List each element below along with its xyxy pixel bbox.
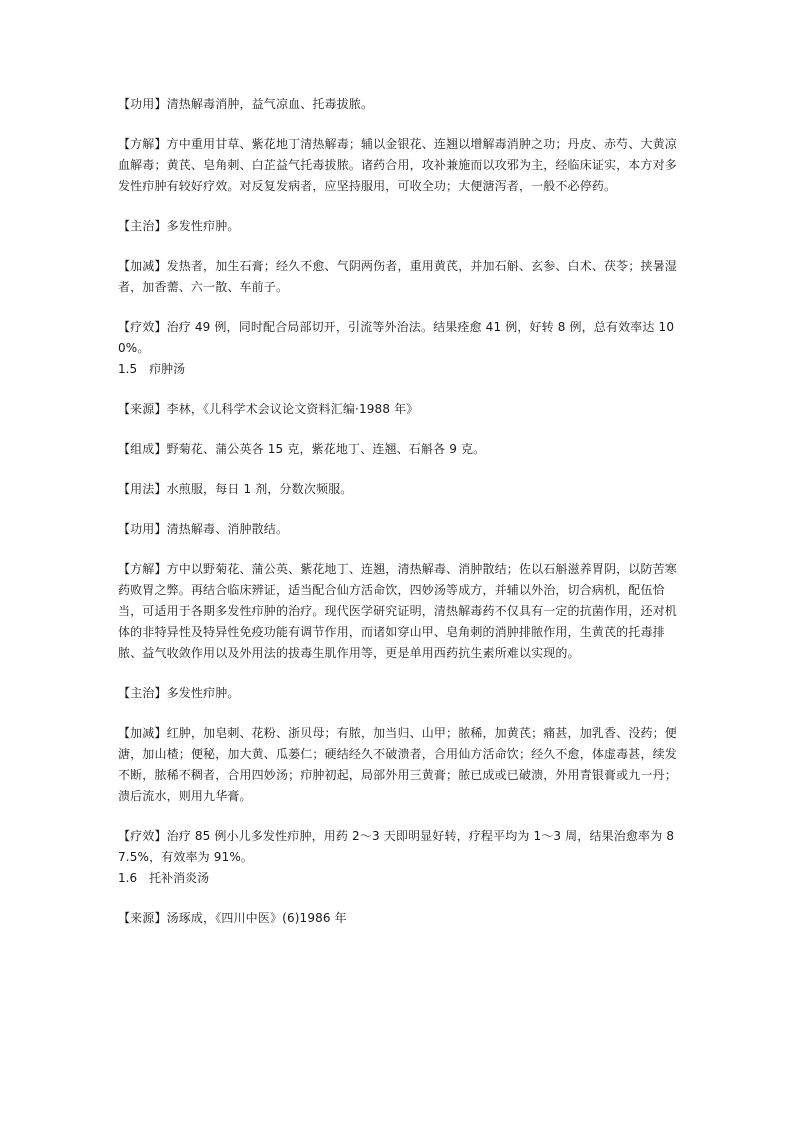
section-tag: 【疗效】 [118,829,167,843]
paragraph-text: 清热解毒消肿，益气凉血、托毒拔脓。 [166,97,374,111]
paragraph-text: 水煎服，每日 1 剂，分数次频服。 [166,482,353,496]
paragraph-text: 红肿，加皂刺、花粉、浙贝母；有脓，加当归、山甲；脓稀，加黄芪；痛甚，加乳香、没药；便溏，加山楂；便秘，加大黄、瓜蒌仁；硬结经久不破溃者，合用仙方活命饮；经久不愈，体虚毒甚，续发不断，脓稀不稠者，合用四妙汤；疖肿初起，局部外用三黄膏；脓已成或已破溃，外用青银膏或九一丹；溃后流水，则用九华膏。 [118,726,677,803]
paragraph-laiyuan-2 [118,908,678,929]
paragraph-yongfa [118,479,678,500]
section-number: 1.6 [118,871,138,885]
section-title: 托补消炎汤 [149,871,210,885]
paragraph-text: 野菊花、蒲公英各 15 克，紫花地丁、连翘、石斛各 9 克。 [166,442,486,456]
paragraph-text: 治疗 49 例，同时配合局部切开，引流等外治法。结果痊愈 41 例，好转 8 例，总有效率达 100%。 [118,320,675,355]
paragraph-jiajian-2 [118,723,678,807]
paragraph-text: 多发性疖肿。 [166,219,240,233]
paragraph-liaoxiao [118,317,678,359]
paragraph-laiyuan [118,399,678,420]
section-tag: 【加减】 [118,726,167,740]
section-number: 1.5 [118,362,138,376]
paragraph-gongyong [118,94,678,115]
paragraph-text: 方中以野菊花、蒲公英、紫花地丁、连翘，清热解毒、消肿散结；佐以石斛滋养胃阴，以防苦寒药败胃之弊。再结合临床辨证，适当配合仙方活命饮，四妙汤等成方，并辅以外治，切合病机，配伍恰当，可适用于各期多发性疖肿的治疗。现代医学研究证明，清热解毒药不仅具有一定的抗菌作用，还对机体的非特异性及特异性免疫功能有调节作用，而诸如穿山甲、皂角刺的消肿排脓作用，生黄芪的托毒排脓、益气收敛作用以及外用法的拔毒生肌作用等，更是单用西药抗生素所难以实现的。 [118,562,677,660]
paragraph-text: 多发性疖肿。 [166,686,240,700]
section-tag: 【用法】 [118,482,167,496]
paragraph-zhuzhi-2 [118,683,678,704]
section-tag: 【方解】 [118,562,167,576]
paragraph-zucheng [118,439,678,460]
section-heading-1-5 [118,359,678,380]
paragraph-jiajian [118,256,678,298]
section-tag: 【来源】 [118,402,167,416]
section-tag: 【主治】 [118,219,167,233]
section-tag: 【组成】 [118,442,167,456]
paragraph-fangjie-2 [118,559,678,664]
paragraph-text: 清热解毒、消肿散结。 [166,522,289,536]
section-tag: 【功用】 [118,97,167,111]
paragraph-text: 汤琢成，《四川中医》(6)1986 年 [166,911,347,925]
section-title: 疖肿汤 [149,362,186,376]
paragraph-text: 发热者，加生石膏；经久不愈、气阴两伤者，重用黄芪，并加石斛、玄参、白术、茯苓；挟暑湿者，加香薷、六一散、车前子。 [118,259,677,294]
paragraph-text: 方中重用甘草、紫花地丁清热解毒；辅以金银花、连翘以增解毒消肿之功；丹皮、赤芍、大黄凉血解毒；黄芪、皂角刺、白芷益气托毒拔脓。诸药合用，攻补兼施而以攻邪为主，经临床证实，本方对多发性疖肿有较好疗效。对反复发病者，应坚持服用，可收全功；大便溏泻者，一般不必停药。 [118,137,677,193]
section-tag: 【加减】 [118,259,167,273]
section-heading-1-6 [118,868,678,889]
section-tag: 【主治】 [118,686,167,700]
paragraph-liaoxiao-2 [118,826,678,868]
section-tag: 【疗效】 [118,320,167,334]
section-tag: 【来源】 [118,911,167,925]
paragraph-fangjie [118,134,678,197]
paragraph-text: 李林，《儿科学术会议论文资料汇编·1988 年》 [166,402,419,416]
paragraph-zhuzhi [118,216,678,237]
paragraph-text: 治疗 85 例小儿多发性疖肿，用药 2～3 天即明显好转，疗程平均为 1～3 周，结果治愈率为 87.5%，有效率为 91%。 [118,829,675,864]
section-tag: 【方解】 [118,137,167,151]
paragraph-gongyong-2 [118,519,678,540]
section-tag: 【功用】 [118,522,167,536]
document-page [118,94,678,929]
